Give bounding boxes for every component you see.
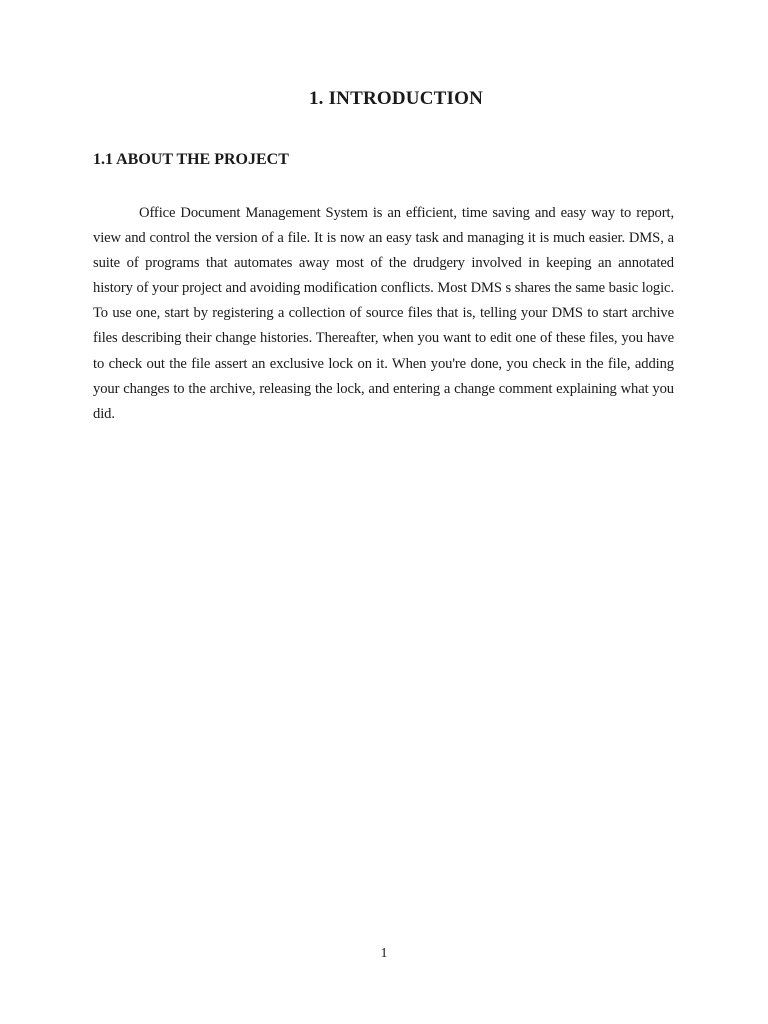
body-paragraph: Office Document Management System is an efficient, time saving and easy way to report, view and control the version of a file. It is now an easy task and managing it is much easier. DMS, a suite of programs that automates away most of the drudgery involved in keeping an annotated history of your project and avoiding modification conflicts. Most DMS s shares the same basic logic. To use one, start by registering a collection of source files that is, telling your DMS to start archive files describing their change histories. Thereafter, when you want to edit one of these files, you have to check out the file assert an exclusive lock on it. When you're done, you check in the file, adding your changes to the archive, releasing the lock, and entering a change comment explaining what you did. bbox=[93, 205, 674, 422]
chapter-title: 1. INTRODUCTION bbox=[308, 88, 484, 109]
page-number: 1 bbox=[380, 946, 388, 961]
section-heading: 1.1 ABOUT THE PROJECT bbox=[93, 151, 289, 168]
